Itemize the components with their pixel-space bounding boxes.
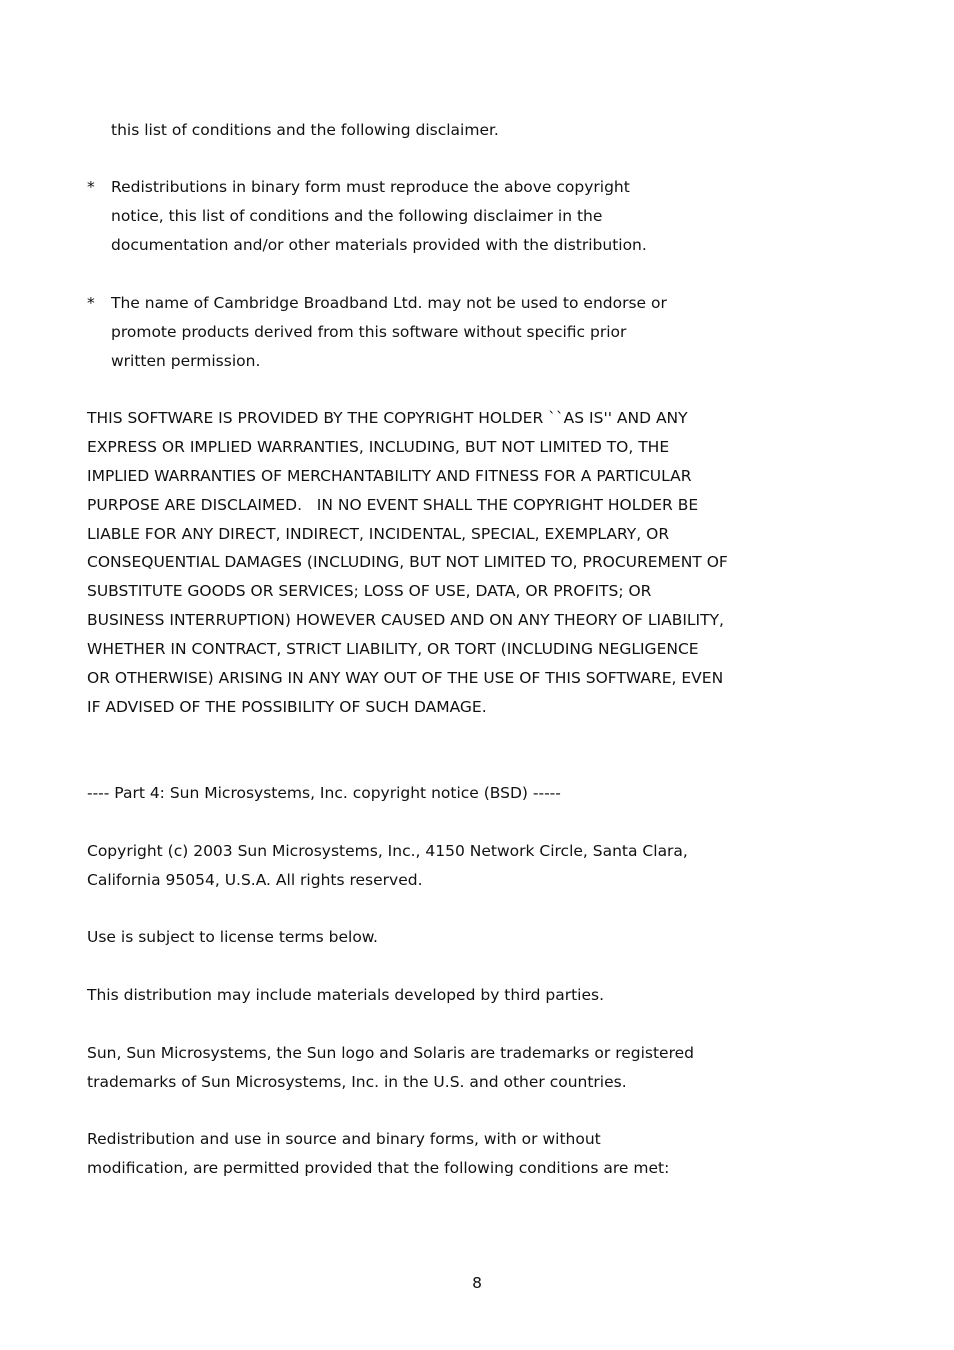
bullet-marker: * [87, 178, 95, 196]
bullet-1-line-3: documentation and/or other materials provided with the distribution. [111, 236, 647, 254]
bullet-2-line-1: The name of Cambridge Broadband Ltd. may not be used to endorse or [111, 294, 667, 312]
disclaimer-line: IF ADVISED OF THE POSSIBILITY OF SUCH DAMAGE. [87, 698, 487, 716]
disclaimer-line: LIABLE FOR ANY DIRECT, INDIRECT, INCIDENTAL, SPECIAL, EXEMPLARY, OR [87, 525, 670, 543]
bullet-1-line-2: notice, this list of conditions and the following disclaimer in the [111, 207, 603, 225]
bullet-2-line-2: promote products derived from this software without specific prior [111, 323, 627, 341]
trademark-line: Sun, Sun Microsystems, the Sun logo and Solaris are trademarks or registered [87, 1044, 695, 1062]
disclaimer-line: EXPRESS OR IMPLIED WARRANTIES, INCLUDING, BUT NOT LIMITED TO, THE [87, 438, 670, 456]
redistribution-line: Redistribution and use in source and binary forms, with or without [87, 1130, 601, 1148]
disclaimer-line: PURPOSE ARE DISCLAIMED. IN NO EVENT SHALL THE COPYRIGHT HOLDER BE [87, 496, 699, 514]
license-terms: Use is subject to license terms below. [87, 928, 378, 946]
disclaimer-line: OR OTHERWISE) ARISING IN ANY WAY OUT OF THE USE OF THIS SOFTWARE, EVEN [87, 669, 724, 687]
bullet-marker: * [87, 294, 95, 312]
redistribution-line: modification, are permitted provided that the following conditions are met: [87, 1159, 670, 1177]
part-heading: ---- Part 4: Sun Microsystems, Inc. copyright notice (BSD) ----- [87, 784, 561, 802]
disclaimer-line: CONSEQUENTIAL DAMAGES (INCLUDING, BUT NOT LIMITED TO, PROCUREMENT OF [87, 553, 728, 571]
third-parties-notice: This distribution may include materials developed by third parties. [87, 986, 604, 1004]
trademark-line: trademarks of Sun Microsystems, Inc. in the U.S. and other countries. [87, 1073, 627, 1091]
disclaimer-line: WHETHER IN CONTRACT, STRICT LIABILITY, OR TORT (INCLUDING NEGLIGENCE [87, 640, 699, 658]
bullet-1-line-1: Redistributions in binary form must reproduce the above copyright [111, 178, 630, 196]
bullet-2-line-3: written permission. [111, 352, 261, 370]
disclaimer-line: IMPLIED WARRANTIES OF MERCHANTABILITY AND FITNESS FOR A PARTICULAR [87, 467, 692, 485]
disclaimer-line: THIS SOFTWARE IS PROVIDED BY THE COPYRIGHT HOLDER ``AS IS'' AND ANY [87, 409, 688, 427]
disclaimer-line: BUSINESS INTERRUPTION) HOWEVER CAUSED AND ON ANY THEORY OF LIABILITY, [87, 611, 724, 629]
page-number: 8 [472, 1274, 482, 1292]
copyright-line: Copyright (c) 2003 Sun Microsystems, Inc., 4150 Network Circle, Santa Clara, [87, 842, 688, 860]
disclaimer-line: SUBSTITUTE GOODS OR SERVICES; LOSS OF USE, DATA, OR PROFITS; OR [87, 582, 652, 600]
intro-tail: this list of conditions and the following disclaimer. [111, 121, 499, 139]
copyright-line: California 95054, U.S.A. All rights reserved. [87, 871, 423, 889]
